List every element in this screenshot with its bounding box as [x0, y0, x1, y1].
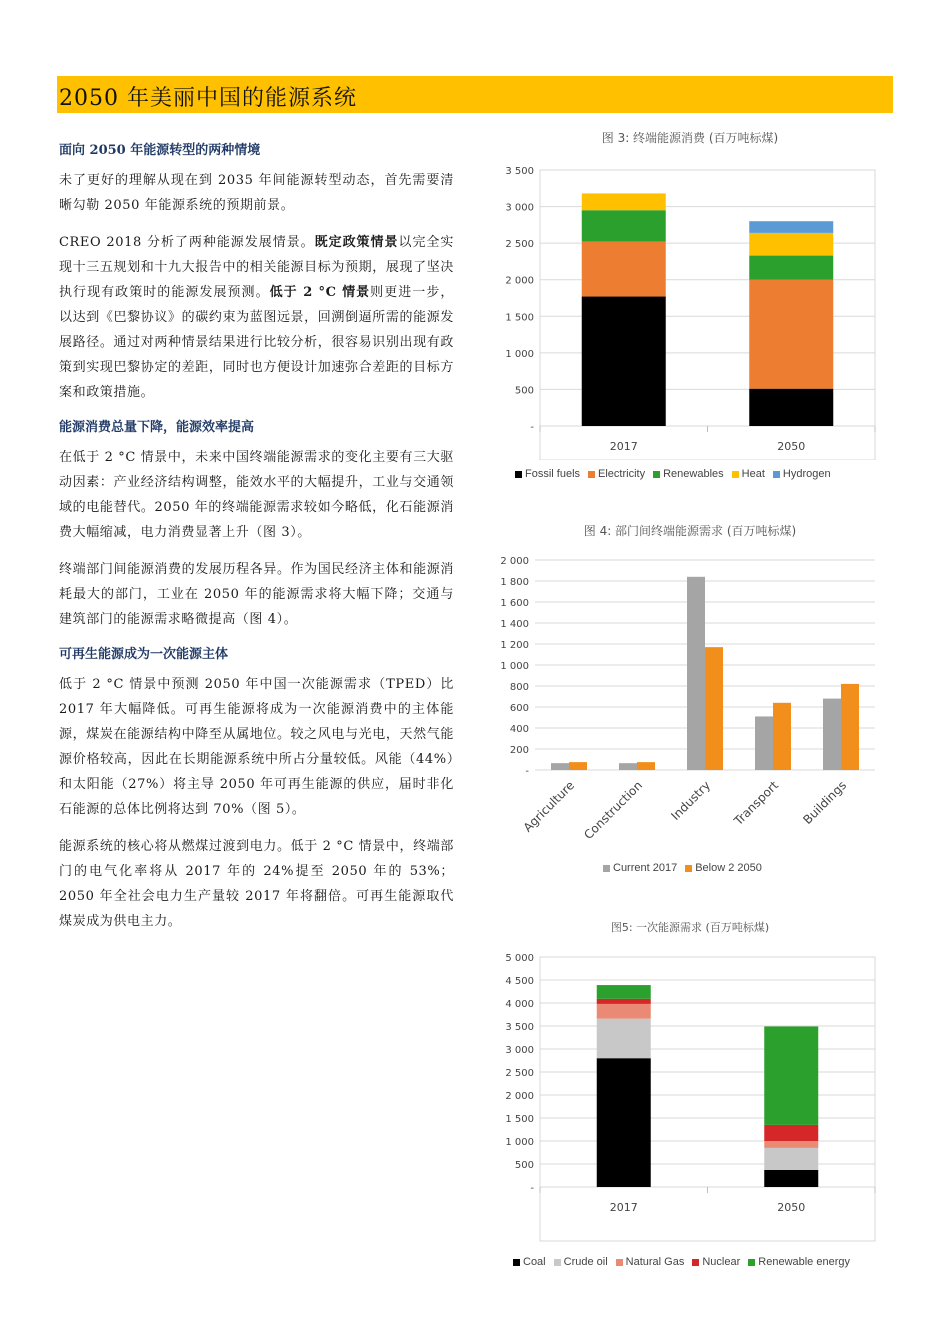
legend-item	[588, 468, 645, 480]
bar-segment	[749, 221, 833, 233]
x-tick-label: Agriculture	[520, 778, 578, 835]
legend-swatch	[748, 1259, 755, 1266]
x-tick-label: Construction	[581, 778, 646, 843]
scenario-text-c: 以完全实现十三五规划和十九大报告中的相关能源目标为预期，展现了坚决执行现有政策时的能源发展预测。	[59, 235, 454, 300]
legend-item	[616, 1256, 685, 1268]
legend-swatch	[692, 1259, 699, 1266]
legend-swatch	[653, 471, 660, 478]
bar-segment	[597, 1004, 651, 1019]
fig4-legend	[603, 862, 770, 874]
legend-label: Electricity	[598, 468, 646, 480]
y-tick-label: 500	[514, 385, 534, 397]
y-tick-label: 2 000	[505, 1091, 534, 1102]
bar-segment	[597, 999, 651, 1004]
paragraph-tped: 低于 2 °C 情景中预测 2050 年中国一次能源需求（TPED）比 2017 年大幅降低。可再生能源将成为一次能源消费中的主体能源，煤炭在能源结构中降至从属地位。较之风电与光电，天然气能源价格较高，因此在长期能源系统中所占分量较低。风能（44%）和太阳能（27%）将主导 2050 年可再生能源的供应，届时非化石能源的总体比例将达到 70%（图 5）。	[59, 677, 454, 817]
legend-item	[732, 468, 765, 480]
y-tick-label: 2 500	[505, 239, 534, 251]
section-heading-scenarios: 面向 2050 年能源转型的两种情境	[59, 143, 261, 158]
scenario-text-a: CREO 2018 分析了两种能源发展情景。	[59, 235, 315, 250]
legend-label: Renewables	[663, 468, 724, 480]
bar	[569, 762, 587, 770]
bar-segment	[597, 1019, 651, 1059]
legend-swatch	[773, 471, 780, 478]
bar	[755, 716, 773, 770]
legend-item	[748, 1256, 850, 1268]
y-tick-label: 400	[509, 724, 529, 735]
y-tick-label: 3 000	[505, 1045, 534, 1056]
legend-label: Renewable energy	[758, 1256, 850, 1268]
x-tick-label: 2050	[777, 440, 806, 453]
bar-segment	[597, 985, 651, 999]
bar-segment	[764, 1125, 818, 1141]
legend-swatch	[603, 865, 610, 872]
y-tick-label: 2 500	[505, 1068, 534, 1079]
legend-label: Current 2017	[613, 862, 678, 874]
y-tick-label: 1 500	[505, 1114, 534, 1125]
legend-item	[513, 1256, 546, 1268]
y-tick-label: 3 500	[505, 166, 534, 177]
bar-segment	[582, 297, 666, 426]
legend-label: Hydrogen	[782, 468, 831, 480]
legend-label: Natural Gas	[625, 1256, 685, 1268]
bar-segment	[764, 1141, 818, 1148]
page-title: 2050 年美丽中国的能源系统	[59, 86, 357, 111]
legend-item	[603, 862, 677, 874]
bar-segment	[582, 242, 666, 297]
bar	[687, 577, 705, 770]
y-tick-label: 1 000	[505, 348, 534, 360]
plot-frame	[540, 957, 875, 1241]
legend-swatch	[732, 471, 739, 478]
paragraph-intro: 未了更好的理解从现在到 2035 年间能源转型动态，首先需要清晰勾勒 2050 年能源系统的预期前景。	[59, 173, 454, 213]
y-tick-label: 600	[509, 703, 529, 714]
y-tick-label: 1 400	[500, 619, 529, 630]
bar-segment	[749, 280, 833, 389]
y-tick-label: 1 500	[505, 312, 534, 324]
bar-segment	[764, 1170, 818, 1187]
y-tick-label: 1 000	[500, 661, 529, 672]
bar	[841, 684, 859, 770]
fig5-chart	[490, 945, 890, 1255]
bar-segment	[582, 210, 666, 241]
y-tick-label: 5 000	[505, 953, 534, 964]
y-tick-label: -	[530, 422, 534, 433]
legend-swatch	[513, 1259, 520, 1266]
legend-item	[554, 1256, 608, 1268]
text-column	[59, 140, 454, 946]
bar	[773, 703, 791, 770]
paragraph-scenarios	[59, 230, 454, 405]
section-heading-consumption: 能源消费总量下降，能源效率提高	[59, 420, 255, 435]
x-tick-label: Buildings	[800, 778, 850, 827]
legend-label: Crude oil	[563, 1256, 608, 1268]
legend-item	[515, 468, 580, 480]
y-tick-label: -	[530, 1183, 534, 1194]
x-tick-label: Industry	[668, 778, 714, 824]
fig3-chart	[490, 160, 890, 460]
scenario-below2-label: 低于 2 °C 情景	[269, 285, 371, 300]
legend-swatch	[616, 1259, 623, 1266]
x-tick-label: 2017	[609, 1201, 638, 1214]
title-bar	[57, 76, 893, 113]
y-tick-label: 1 800	[500, 577, 529, 588]
x-tick-label: Transport	[731, 778, 782, 828]
legend-item	[653, 468, 724, 480]
y-tick-label: 1 200	[500, 640, 529, 651]
bar	[619, 763, 637, 770]
x-tick-label: 2050	[777, 1201, 806, 1214]
y-tick-label: 1 000	[505, 1137, 534, 1148]
paragraph-sectors: 终端部门间能源消费的发展历程各异。作为国民经济主体和能源消耗最大的部门，工业在 2050 年的能源需求将大幅下降；交通与建筑部门的能源需求略微提高（图 4）。	[59, 562, 454, 627]
bar	[637, 762, 655, 770]
bar-segment	[764, 1026, 818, 1124]
fig3-legend	[515, 468, 839, 480]
y-tick-label: -	[525, 766, 529, 777]
y-tick-label: 1 600	[500, 598, 529, 609]
y-tick-label: 4 000	[505, 999, 534, 1010]
fig5-title: 图5: 一次能源需求 (百万吨标煤)	[610, 921, 770, 934]
y-tick-label: 2 000	[500, 556, 529, 567]
bar	[823, 699, 841, 770]
bar-segment	[749, 389, 833, 426]
bar-segment	[582, 193, 666, 210]
paragraph-electrification: 能源系统的核心将从燃煤过渡到电力。低于 2 °C 情景中，终端部门的电气化率将从 2017 年的 24%提至 2050 年的 53%；2050 年全社会电力生产量较 2017 年将翻倍。可再生能源取代煤炭成为供电主力。	[59, 839, 454, 929]
y-tick-label: 3 000	[505, 202, 534, 214]
legend-swatch	[685, 865, 692, 872]
bar-segment	[749, 256, 833, 280]
legend-label: Nuclear	[702, 1256, 741, 1268]
bar	[705, 647, 723, 770]
x-tick-label: 2017	[609, 440, 638, 453]
legend-swatch	[554, 1259, 561, 1266]
fig3-title: 图 3: 终端能源消费 (百万吨标煤)	[601, 131, 779, 145]
fig4-title: 图 4: 部门间终端能源需求 (百万吨标煤)	[583, 524, 797, 538]
section-heading-renewables: 可再生能源成为一次能源主体	[59, 647, 229, 662]
y-tick-label: 4 500	[505, 976, 534, 987]
scenario-text-e: 则更进一步，以达到《巴黎协议》的碳约束为蓝图远景，回溯倒逼所需的能源发展路径。通过对两种情景结果进行比较分析，很容易识别出现有政策到实现巴黎协定的差距，同时也方便设计加速弥合差距的目标方案和政策措施。	[59, 285, 454, 400]
bar	[551, 763, 569, 770]
legend-label: Heat	[741, 468, 765, 480]
y-tick-label: 800	[509, 682, 529, 693]
legend-swatch	[588, 471, 595, 478]
y-tick-label: 2 000	[505, 275, 534, 287]
legend-label: Coal	[523, 1256, 546, 1268]
legend-item	[685, 862, 762, 874]
legend-item	[692, 1256, 740, 1268]
paragraph-drivers: 在低于 2 °C 情景中，未来中国终端能源需求的变化主要有三大驱动因素：产业经济结构调整，能效水平的大幅提升，工业与交通领域的电能替代。2050 年的终端能源需求较如今略低，化石能源消费大幅缩减，电力消费显著上升（图 3）。	[59, 450, 454, 540]
fig5-legend	[513, 1256, 858, 1268]
y-tick-label: 500	[514, 1160, 534, 1171]
legend-label: Below 2 2050	[695, 862, 762, 874]
bar-segment	[764, 1148, 818, 1170]
legend-label: Fossil fuels	[525, 468, 581, 480]
scenario-policy-label: 既定政策情景	[314, 235, 399, 250]
bar-segment	[749, 233, 833, 256]
y-tick-label: 3 500	[505, 1022, 534, 1033]
legend-swatch	[515, 471, 522, 478]
bar-segment	[597, 1058, 651, 1187]
fig4-chart	[490, 548, 890, 858]
legend-item	[773, 468, 831, 480]
y-tick-label: 200	[509, 745, 529, 756]
